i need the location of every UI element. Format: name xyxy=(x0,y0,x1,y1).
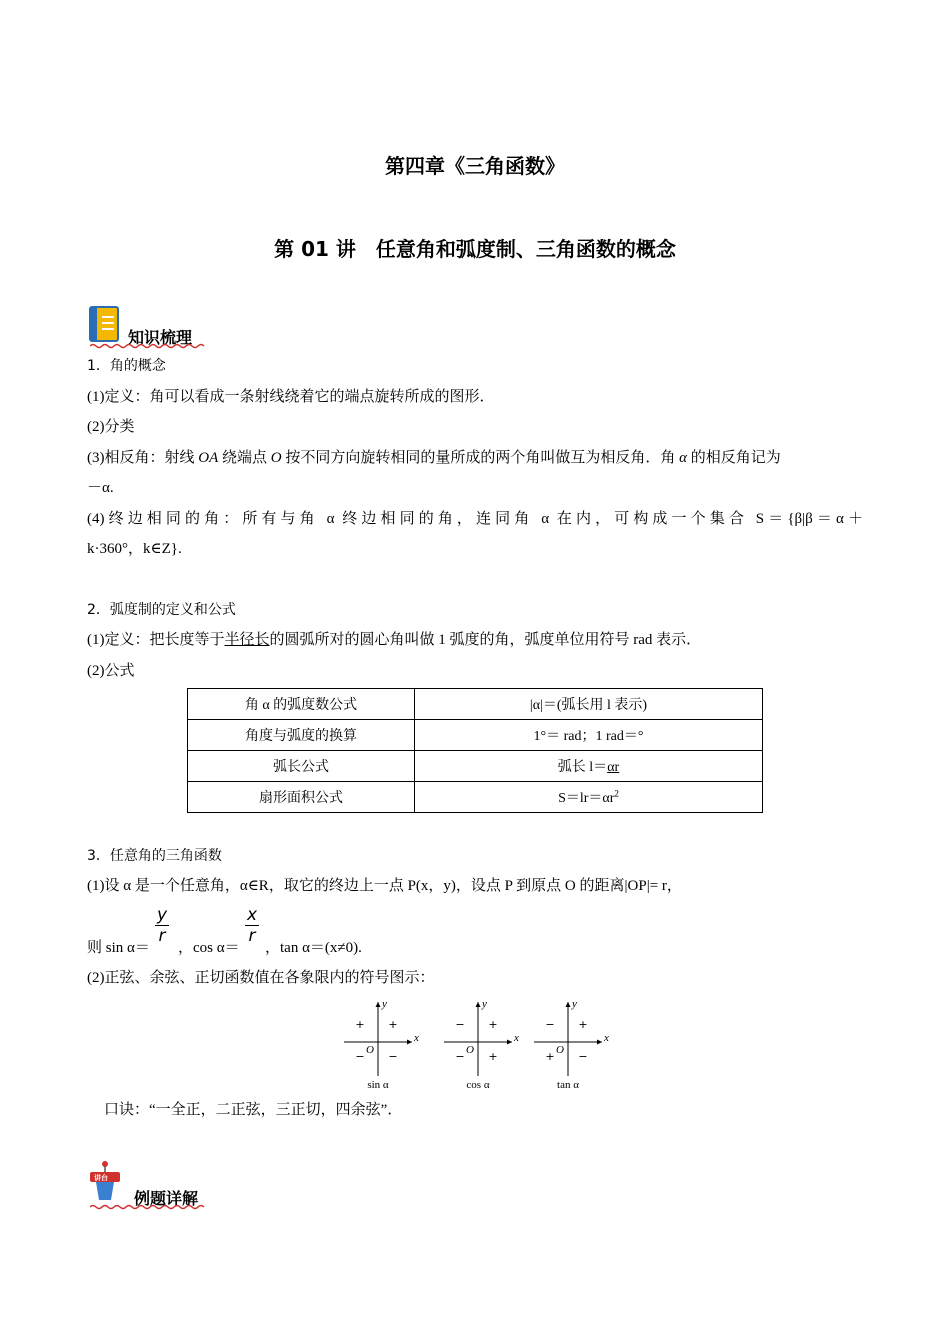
knowledge-section-label: 知识梳理 xyxy=(128,328,193,347)
example-section-header xyxy=(88,1160,208,1210)
diagram-caption: cos α xyxy=(466,1079,490,1091)
diagram-caption: tan α xyxy=(557,1079,579,1091)
fraction-x-over-r xyxy=(245,905,259,946)
table-row xyxy=(188,782,763,813)
section1-heading: 1．角的概念 xyxy=(87,358,166,374)
section2-heading: 2．弧度制的定义和公式 xyxy=(87,602,236,618)
quadrant-2-sign: + xyxy=(355,1018,365,1031)
text-run: 绕端点 xyxy=(218,450,271,466)
section2-formula-label: (2)公式 xyxy=(87,663,135,679)
table-cell xyxy=(415,782,763,813)
section1-coterminal xyxy=(87,509,863,529)
quadrant-diagram xyxy=(530,996,610,1092)
section1-coterminal-cont: k·360°，k∈Z}. xyxy=(87,541,182,557)
x-axis-label: x xyxy=(414,1032,419,1044)
radian-formula-table xyxy=(187,688,763,813)
superscript: 2 xyxy=(614,788,619,799)
table-cell: 1°＝ rad；1 rad＝° xyxy=(415,720,763,751)
origin-label: O xyxy=(556,1044,564,1056)
table-cell xyxy=(415,751,763,782)
text-run: 的圆弧所对的圆心角叫做 1 弧度的角，弧度单位用符号 rad 表示． xyxy=(269,632,702,648)
denominator: r xyxy=(248,926,256,946)
quadrant-1-sign: + xyxy=(578,1018,588,1031)
wavy-underline xyxy=(90,343,206,349)
quadrant-4-sign: − xyxy=(388,1050,398,1063)
mnemonic: 口诀：“一全正，二正弦，三正切，四余弦”． xyxy=(104,1102,403,1118)
chapter-title: 第四章《三角函数》 xyxy=(385,154,565,178)
fraction-y-over-r xyxy=(155,905,169,946)
section3-heading: 3．任意角的三角函数 xyxy=(87,848,222,864)
quadrant-sign-diagrams xyxy=(340,996,620,1092)
podium-badge: 讲台 xyxy=(94,1174,108,1182)
fraction xyxy=(245,905,259,946)
text-run: 按不同方向旋转相同的量所成的两个角叫做互为相反角．角 xyxy=(281,450,680,466)
origin-label: O xyxy=(366,1044,374,1056)
table-cell: 角 α 的弧度数公式 xyxy=(188,689,415,720)
table-cell: 弧长公式 xyxy=(188,751,415,782)
x-arrow xyxy=(407,1040,412,1045)
y-axis-label: y xyxy=(382,998,387,1010)
math-oa: OA xyxy=(198,450,219,466)
quadrant-2-sign: − xyxy=(545,1018,555,1031)
text-run: 的相反角记为 xyxy=(687,450,781,466)
table-row xyxy=(188,689,763,720)
quadrant-1-sign: + xyxy=(388,1018,398,1031)
numerator: x xyxy=(247,905,258,925)
underlined-term: 半径长 xyxy=(224,632,270,648)
section1-classify: (2)分类 xyxy=(87,419,135,435)
table-cell: |α|＝(弧长用 l 表示) xyxy=(415,689,763,720)
quadrant-diagram xyxy=(440,996,520,1092)
x-arrow xyxy=(507,1040,512,1045)
quadrant-3-sign: − xyxy=(455,1050,465,1063)
quadrant-4-sign: − xyxy=(578,1050,588,1063)
math-o: O xyxy=(270,450,282,466)
wavy-underline xyxy=(90,1204,206,1210)
table-cell: 角度与弧度的换算 xyxy=(188,720,415,751)
quadrant-diagram xyxy=(340,996,420,1092)
quadrant-2-sign: − xyxy=(455,1018,465,1031)
text-run: 弧长 l＝ xyxy=(557,760,608,775)
book-icon xyxy=(88,305,122,345)
numerator: y xyxy=(157,905,168,925)
example-section-label: 例题详解 xyxy=(134,1189,199,1208)
table-row xyxy=(188,751,763,782)
x-axis-label: x xyxy=(514,1032,519,1044)
math-alpha: α xyxy=(679,450,687,466)
diagram-caption: sin α xyxy=(367,1079,389,1091)
y-arrow xyxy=(376,1002,381,1007)
section3-then-b: ，cos α＝ xyxy=(178,940,240,956)
denominator: r xyxy=(158,926,166,946)
quadrant-1-sign: + xyxy=(488,1018,498,1031)
x-axis-label: x xyxy=(604,1032,609,1044)
section2-definition xyxy=(87,630,701,650)
y-arrow xyxy=(476,1002,481,1007)
section3-then-a: 则 sin α＝ xyxy=(87,940,150,956)
x-arrow xyxy=(597,1040,602,1045)
text-run: (1)定义：把长度等于 xyxy=(87,632,225,648)
lesson-title: 第 01 讲 任意角和弧度制、三角函数的概念 xyxy=(274,237,676,261)
y-arrow xyxy=(566,1002,571,1007)
section3-definition: (1)设 α 是一个任意角，α∈R，取它的终边上一点 P(x，y)，设点 P 到原点 O 的距离|OP|= r， xyxy=(87,878,682,894)
underlined-term: αr xyxy=(607,760,620,775)
text-run: (4)终边相同的角：所有与角 α 终边相同的角，连同角 α 在内，可构成一个集合 S＝{β|β＝α＋ xyxy=(87,511,863,527)
section1-opposite-angle xyxy=(87,448,781,468)
section3-then-c: ，tan α＝(x≠0). xyxy=(265,940,362,956)
section3-signs-label: (2)正弦、余弦、正切函数值在各象限内的符号图示： xyxy=(87,970,435,986)
table-cell: 扇形面积公式 xyxy=(188,782,415,813)
quadrant-3-sign: − xyxy=(355,1050,365,1063)
quadrant-3-sign: + xyxy=(545,1050,555,1063)
fraction xyxy=(155,905,169,946)
quadrant-4-sign: + xyxy=(488,1050,498,1063)
y-axis-label: y xyxy=(482,998,487,1010)
table-row xyxy=(188,720,763,751)
y-axis-label: y xyxy=(572,998,577,1010)
section1-definition: (1)定义：角可以看成一条射线绕着它的端点旋转所成的图形． xyxy=(87,389,495,405)
text-run: (3)相反角：射线 xyxy=(87,450,199,466)
origin-label: O xyxy=(466,1044,474,1056)
knowledge-section-header xyxy=(88,305,208,349)
section1-opposite-angle-cont: －α. xyxy=(87,480,114,496)
text-run: S＝lr＝αr xyxy=(558,791,615,806)
